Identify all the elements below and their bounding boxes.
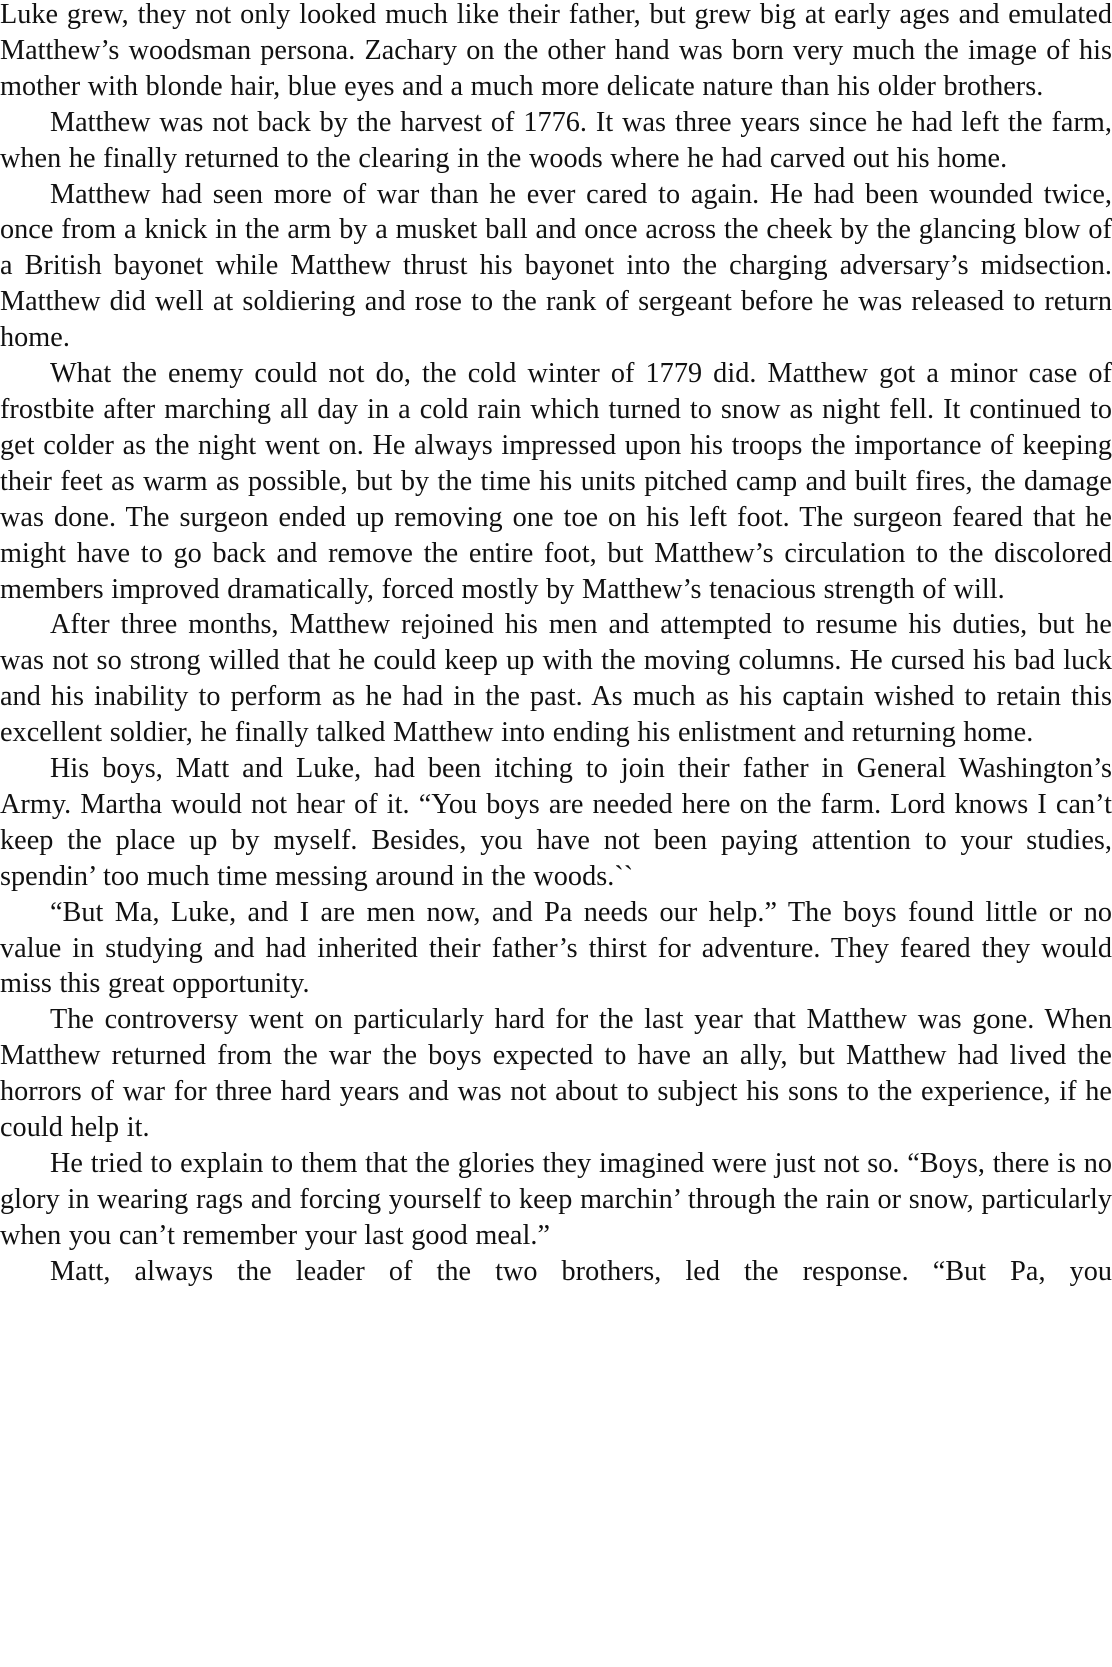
paragraph: “But Ma, Luke, and I are men now, and Pa needs our help.” The boys found little or no value in studying and had inherited their father’s thirst for adventure. They feared they would miss this great opportunity. [0, 896, 1112, 1000]
paragraph: Matthew was not back by the harvest of 1776. It was three years since he had left the farm, when he finally returned to the clearing in the woods where he had carved out his home. [0, 106, 1112, 174]
paragraph: His boys, Matt and Luke, had been itching to join their father in General Washington’s Army. Martha would not hear of it. “You boys are needed here on the farm. Lord knows I can’t keep the place up by myself. Besides, you have not been paying attention to your studies, spendin’ too much time messing around in the woods.`` [0, 753, 1112, 892]
paragraph: What the enemy could not do, the cold winter of 1779 did. Matthew got a minor case of frostbite after marching all day in a cold rain which turned to snow as night fell. It continued to get colder as the night went on. He always impressed upon his troops the importance of keeping their feet as warm as possible, but by the time his units pitched camp and built fires, the damage was done. The surgeon ended up removing one toe on his left foot. The surgeon feared that he might have to go back and remove the entire foot, but Matthew’s circulation to the discolored members improved dramatically, forced mostly by Matthew’s tenacious strength of will. [0, 358, 1112, 605]
paragraph: The controversy went on particularly hard for the last year that Matthew was gone. When Matthew returned from the war the boys expected to have an ally, but Matthew had lived the horrors of war for three hard years and was not about to subject his sons to the experience, if he could help it. [0, 1004, 1112, 1144]
paragraph-continued: Luke grew, they not only looked much like their father, but grew big at early ages and emulated Matthew’s woodsman persona. Zachary on the other hand was born very much the image of his mother with blonde hair, blue eyes and a much more delicate nature than his older brothers. [0, 0, 1112, 102]
paragraph-truncated: Matt, always the leader of the two brothers, led the response. “But Pa, you [50, 1255, 1112, 1287]
paragraph: Matthew had seen more of war than he ever cared to again. He had been wounded twice, once from a knick in the arm by a musket ball and once across the cheek by the glancing blow of a British bayonet while Matthew thrust his bayonet into the charging adversary’s midsection. Matthew did well at soldiering and rose to the rank of sergeant before he was released to return home. [0, 178, 1112, 354]
paragraph: He tried to explain to them that the glories they imagined were just not so. “Boys, there is no glory in wearing rags and forcing yourself to keep marchin’ through the rain or snow, particularly when you can’t remember your last good meal.” [0, 1148, 1112, 1251]
paragraph: After three months, Matthew rejoined his men and attempted to resume his duties, but he was not so strong willed that he could keep up with the moving columns. He cursed his bad luck and his inability to perform as he had in the past. As much as his captain wished to retain this excellent soldier, he finally talked Matthew into ending his enlistment and returning home. [0, 609, 1112, 749]
